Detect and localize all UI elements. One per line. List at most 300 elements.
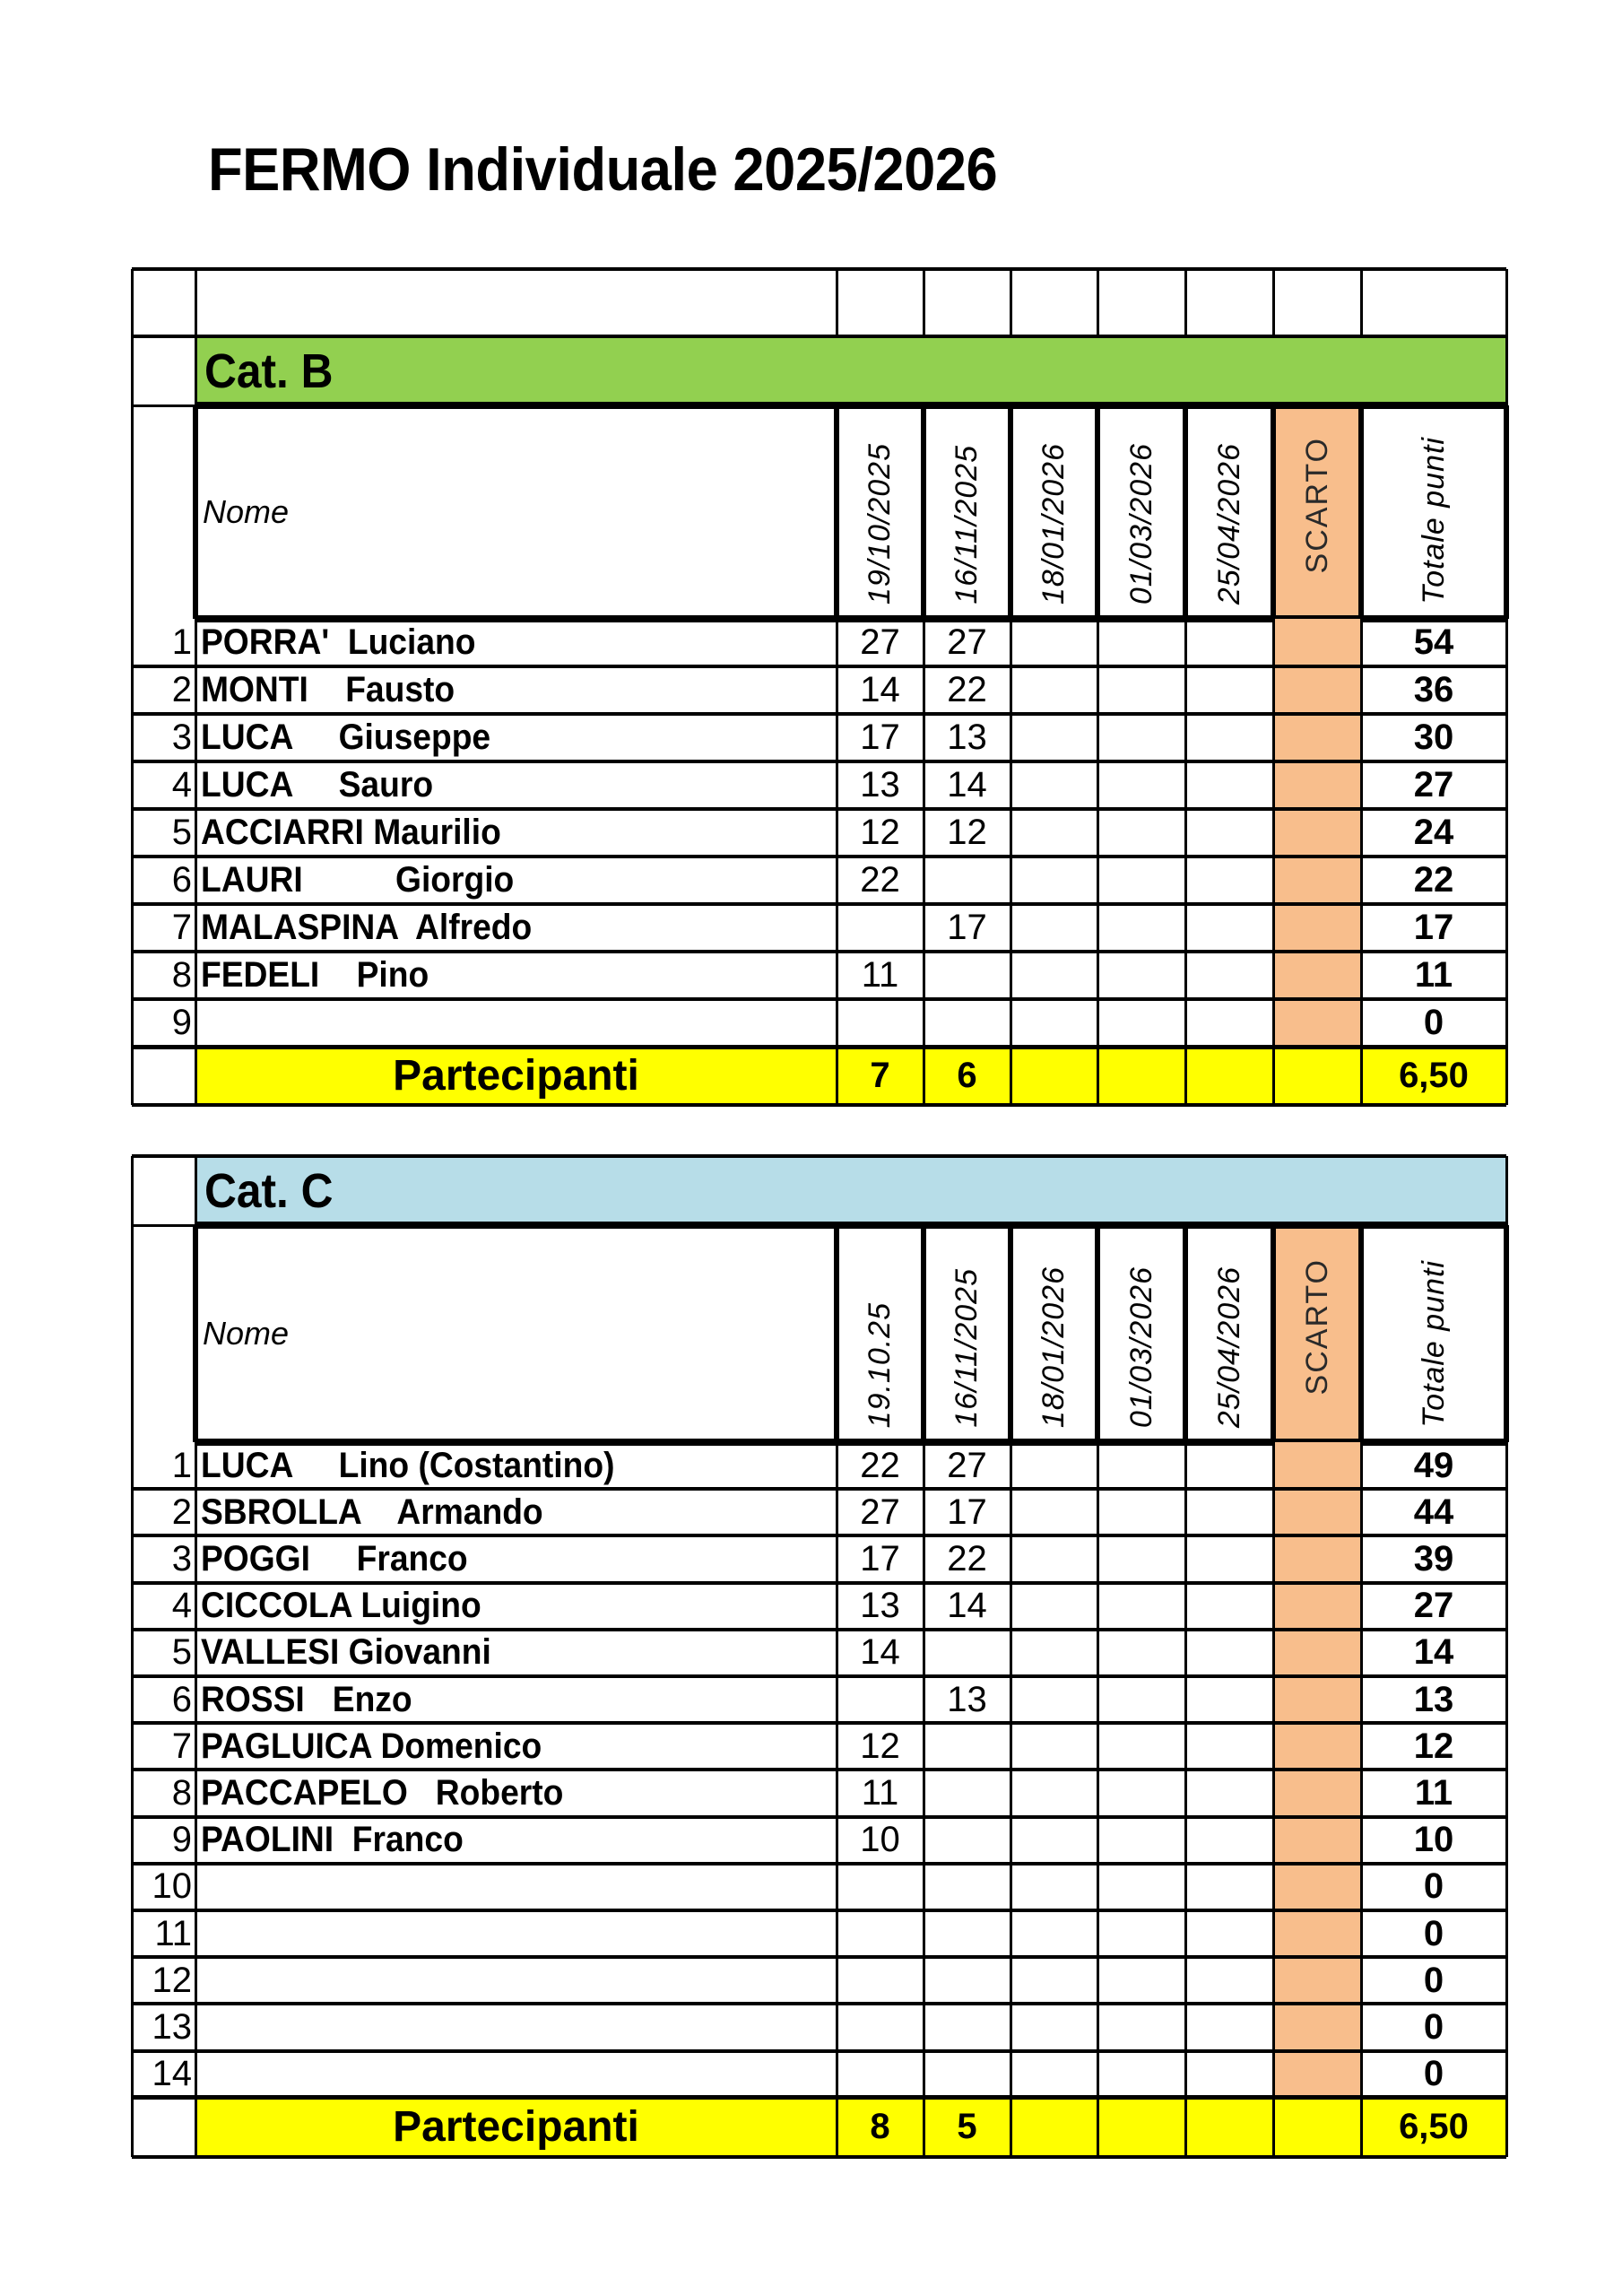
total-points [1361,1864,1506,1910]
row-position [132,1723,195,1770]
score-cell[interactable] [1185,1770,1273,1816]
score-cell[interactable] [837,2004,924,2050]
player-name[interactable] [195,619,837,666]
grid-line [1184,619,1187,1047]
score-cell-text: 14 [860,670,900,709]
total-points-text: 0 [1423,1913,1444,1953]
grid-line [131,1047,134,1105]
grid-line [132,1674,1506,1678]
score-cell[interactable] [1010,1910,1097,1957]
score-cell-text: 12 [860,1726,900,1766]
grid-line [1097,1047,1099,1105]
score-cell[interactable] [1185,1583,1273,1630]
score-cell[interactable] [1010,999,1097,1047]
score-cell[interactable] [1010,2004,1097,2050]
score-cell[interactable] [1097,666,1185,714]
score-cell[interactable] [924,999,1010,1047]
blank-cell[interactable] [195,269,837,336]
score-cell[interactable] [924,1630,1010,1676]
score-cell[interactable] [1010,666,1097,714]
score-cell[interactable] [1185,1535,1273,1582]
participants-scarto [1273,2098,1361,2157]
scarto-cell[interactable] [1273,1583,1361,1630]
scarto-cell[interactable] [1273,666,1361,714]
score-cell[interactable] [924,952,1010,999]
participants-label-text: Partecipanti [393,1052,639,1100]
grid-line [132,1045,1506,1049]
grid-line [195,1047,197,1105]
total-points-text: 0 [1423,1866,1444,1907]
score-cell[interactable] [1185,1864,1273,1910]
column-header-date-text: 19/10/2025 [863,442,897,604]
player-name-text: SBROLLA Armando [201,1492,543,1532]
grid-line [132,1154,1506,1158]
row-position-text: 3 [171,1538,192,1578]
score-cell[interactable] [1097,2004,1185,2050]
total-points-text: 10 [1413,1820,1454,1860]
score-cell[interactable] [924,1910,1010,1957]
player-name[interactable] [195,1489,837,1535]
score-cell-text: 12 [860,813,900,852]
score-cell[interactable] [1010,1957,1097,2004]
player-name[interactable] [195,2051,837,2098]
grid-line [921,1225,926,1442]
row-position [132,1535,195,1582]
column-header-nome-text: Nome [203,1315,290,1352]
score-cell[interactable] [1010,1676,1097,1723]
column-header-totale-text: Totale punti [1416,1260,1451,1428]
scarto-cell[interactable] [1273,1864,1361,1910]
player-name[interactable] [195,761,837,809]
total-points [1361,714,1506,761]
column-header-date [1185,1225,1273,1442]
score-cell[interactable] [924,857,1010,904]
score-cell-text: 11 [861,955,899,995]
row-position [132,904,195,952]
column-header-date [1097,405,1185,619]
score-cell-text: 22 [860,1445,900,1485]
score-cell[interactable] [1010,857,1097,904]
player-name[interactable] [195,999,837,1047]
scarto-cell[interactable] [1273,1676,1361,1723]
scarto-cell[interactable] [1273,714,1361,761]
scarto-cell[interactable] [1273,1723,1361,1770]
score-cell[interactable] [1097,952,1185,999]
score-cell[interactable] [1185,1630,1273,1676]
row-position [132,761,195,809]
score-cell[interactable] [1010,1723,1097,1770]
score-cell[interactable] [1185,904,1273,952]
score-cell[interactable] [1185,999,1273,1047]
grid-line [923,1442,925,2098]
grid-line [1184,269,1187,336]
score-cell[interactable] [837,1817,924,1864]
total-points [1361,1535,1506,1582]
column-header-scarto-text: SCARTO [1299,1257,1334,1396]
participants-count [837,1047,924,1105]
score-cell-text: 22 [860,860,900,900]
scarto-cell[interactable] [1273,619,1361,666]
score-cell[interactable] [1097,619,1185,666]
score-cell[interactable] [1185,1676,1273,1723]
participants-count [837,2098,924,2157]
player-name-text: CICCOLA Luigino [201,1586,481,1626]
participants-label [195,2098,837,2157]
player-name[interactable] [195,952,837,999]
player-name[interactable] [195,1583,837,1630]
row-position [132,2004,195,2050]
score-cell[interactable] [1097,1723,1185,1770]
score-cell[interactable] [1097,1770,1185,1816]
score-cell[interactable] [1185,761,1273,809]
score-cell[interactable] [837,2051,924,2098]
grid-line [132,1534,1506,1537]
score-cell[interactable] [924,1957,1010,2004]
row-position-text: 7 [171,908,192,947]
score-cell[interactable] [924,714,1010,761]
total-points [1361,1957,1506,2004]
score-cell[interactable] [924,1442,1010,1489]
score-cell[interactable] [1097,1442,1185,1489]
player-name[interactable] [195,1770,837,1816]
participants-total-text: 6,50 [1399,1056,1469,1095]
grid-line [1360,269,1363,336]
score-cell[interactable] [1185,666,1273,714]
score-cell[interactable] [1097,1817,1185,1864]
score-cell[interactable] [1185,1957,1273,2004]
score-cell[interactable] [837,809,924,857]
scarto-cell[interactable] [1273,904,1361,952]
grid-line [132,1909,1506,1912]
column-header-nome [195,1225,837,1442]
score-cell[interactable] [1185,809,1273,857]
score-cell[interactable] [1010,952,1097,999]
score-cell[interactable] [1010,1817,1097,1864]
score-cell[interactable] [1097,1910,1185,1957]
score-cell[interactable] [1185,1723,1273,1770]
row-position-text: 6 [171,860,192,900]
score-cell[interactable] [1010,1864,1097,1910]
grid-line [1505,619,1508,1047]
score-cell[interactable] [1097,1630,1185,1676]
score-cell[interactable] [837,714,924,761]
score-cell[interactable] [1097,714,1185,761]
total-points [1361,809,1506,857]
score-cell[interactable] [837,904,924,952]
score-cell[interactable] [837,999,924,1047]
scarto-cell[interactable] [1273,999,1361,1047]
row-position-text: 9 [171,1003,192,1042]
grid-line [1360,1442,1363,2098]
score-cell[interactable] [1185,2051,1273,2098]
score-cell-text: 27 [947,622,987,662]
column-header-date [837,405,924,619]
player-name[interactable] [195,904,837,952]
grid-line [923,269,925,336]
grid-line [1184,1047,1187,1105]
blank-cell[interactable] [924,269,1010,336]
row-position [132,714,195,761]
score-cell[interactable] [1010,1535,1097,1582]
score-cell[interactable] [837,1489,924,1535]
grid-line [132,807,1506,811]
player-name-text: FEDELI Pino [201,955,429,995]
column-header-date [1097,1225,1185,1442]
score-cell[interactable] [924,1864,1010,1910]
participants-count [1010,2098,1097,2157]
player-name-text: LAURI Giorgio [201,860,515,900]
score-cell[interactable] [1097,857,1185,904]
score-cell[interactable] [1185,857,1273,904]
column-header-nome [195,405,837,619]
score-cell[interactable] [837,1583,924,1630]
score-cell[interactable] [924,1770,1010,1816]
score-cell[interactable] [924,2004,1010,2050]
participants-count [1185,1047,1273,1105]
score-cell-text: 22 [947,1538,987,1578]
score-cell[interactable] [1185,1910,1273,1957]
grid-line [132,950,1506,953]
score-cell[interactable] [1185,714,1273,761]
score-cell[interactable] [1010,619,1097,666]
index-cell-empty [132,1225,195,1442]
score-cell[interactable] [924,1489,1010,1535]
score-cell[interactable] [924,619,1010,666]
grid-line [836,1442,838,2098]
row-position-text: 8 [171,1772,192,1813]
row-position [132,1817,195,1864]
grid-line [1272,269,1275,336]
score-cell[interactable] [1097,1864,1185,1910]
player-name-text: LUCA Giuseppe [201,718,491,757]
total-points-text: 22 [1413,860,1454,900]
player-name[interactable] [195,1630,837,1676]
score-cell[interactable] [1185,952,1273,999]
player-name[interactable] [195,1535,837,1582]
grid-line [836,1047,838,1105]
row-position [132,952,195,999]
row-position-text: 14 [152,2054,192,2094]
score-cell[interactable] [1010,761,1097,809]
grid-line [836,269,838,336]
score-cell[interactable] [1185,619,1273,666]
score-cell[interactable] [1010,1489,1097,1535]
column-header-date [1010,1225,1097,1442]
score-cell[interactable] [924,2051,1010,2098]
blank-cell[interactable] [837,269,924,336]
player-name[interactable] [195,809,837,857]
score-cell[interactable] [1185,2004,1273,2050]
participants-label-text: Partecipanti [393,2103,639,2152]
score-cell[interactable] [924,1817,1010,1864]
blank-cell[interactable] [1361,269,1506,336]
row-position-text: 7 [171,1726,192,1766]
participants-count-text: 8 [870,2107,890,2147]
scarto-cell[interactable] [1273,1630,1361,1676]
player-name[interactable] [195,666,837,714]
row-position-text: 1 [171,1445,192,1485]
total-points-text: 0 [1423,2006,1444,2047]
total-points [1361,1723,1506,1770]
row-position-text: 13 [152,2006,192,2047]
blank-cell[interactable] [132,269,195,336]
column-header-date-text: 01/03/2026 [1123,442,1158,604]
score-cell[interactable] [1010,1442,1097,1489]
participants-count-text: 5 [957,2107,977,2147]
grid-line [1097,1442,1099,2098]
grid-line [1095,1225,1100,1442]
score-cell[interactable] [924,1723,1010,1770]
row-position-text: 10 [152,1866,192,1907]
score-cell[interactable] [837,1630,924,1676]
score-cell[interactable] [1097,761,1185,809]
grid-line [132,2155,1506,2159]
grid-line [131,1156,134,1225]
score-cell[interactable] [1185,1817,1273,1864]
score-cell[interactable] [837,1442,924,1489]
player-name-text: VALLESI Giovanni [201,1632,491,1673]
scarto-cell[interactable] [1273,761,1361,809]
scarto-cell[interactable] [1273,1535,1361,1582]
score-cell[interactable] [924,1535,1010,1582]
column-header-date [837,1225,924,1442]
score-cell[interactable] [837,1676,924,1723]
participants-total-text: 6,50 [1399,2107,1469,2147]
player-name[interactable] [195,1817,837,1864]
score-cell[interactable] [1010,1630,1097,1676]
total-points-text: 49 [1413,1445,1454,1485]
score-cell[interactable] [1097,1583,1185,1630]
score-cell[interactable] [837,952,924,999]
player-name-text: PAOLINI Franco [201,1820,464,1860]
player-name[interactable] [195,1442,837,1489]
score-cell[interactable] [924,761,1010,809]
column-header-date [1010,405,1097,619]
score-cell[interactable] [837,1864,924,1910]
grid-line [132,902,1506,906]
player-name-text: ROSSI Enzo [201,1679,412,1719]
scarto-cell[interactable] [1273,1770,1361,1816]
grid-line [1360,2098,1363,2157]
score-cell[interactable] [924,1676,1010,1723]
scarto-cell[interactable] [1273,1489,1361,1535]
score-cell[interactable] [1185,1442,1273,1489]
grid-line [131,1442,134,2098]
scarto-cell[interactable] [1273,1957,1361,2004]
blank-cell[interactable] [1097,269,1185,336]
player-name[interactable] [195,857,837,904]
score-cell[interactable] [1097,2051,1185,2098]
score-cell[interactable] [1010,1770,1097,1816]
scarto-cell[interactable] [1273,809,1361,857]
row-position [132,999,195,1047]
column-header-date-text: 19.10.25 [863,1301,897,1428]
player-name-text: LUCA Lino (Costantino) [201,1445,615,1485]
player-name[interactable] [195,1676,837,1723]
score-cell[interactable] [1010,714,1097,761]
score-cell[interactable] [924,1583,1010,1630]
blank-cell[interactable] [1010,269,1097,336]
scarto-cell[interactable] [1273,1817,1361,1864]
column-header-totale [1361,1225,1506,1442]
score-cell[interactable] [837,857,924,904]
column-header-nome-text: Nome [203,493,290,530]
score-cell[interactable] [924,666,1010,714]
row-position-text: 1 [171,622,192,662]
grid-line [1097,269,1099,336]
player-name[interactable] [195,2004,837,2050]
grid-line [1271,1225,1276,1442]
player-name[interactable] [195,1910,837,1957]
score-cell[interactable] [837,1770,924,1816]
grid-line [195,402,1506,409]
score-cell[interactable] [1097,809,1185,857]
grid-line [195,1222,1506,1229]
player-name-text: ACCIARRI Maurilio [201,813,501,852]
player-name[interactable] [195,1957,837,2004]
score-cell[interactable] [1010,1583,1097,1630]
score-cell[interactable] [1097,999,1185,1047]
participants-count [924,2098,1010,2157]
score-cell[interactable] [837,1535,924,1582]
scarto-cell[interactable] [1273,952,1361,999]
grid-line [195,336,197,405]
player-name[interactable] [195,714,837,761]
score-cell[interactable] [1010,904,1097,952]
score-cell[interactable] [1010,2051,1097,2098]
scarto-cell[interactable] [1273,1442,1361,1489]
index-cell-empty [132,1156,195,1225]
score-cell[interactable] [1097,904,1185,952]
grid-line [132,665,1506,668]
score-cell[interactable] [837,1723,924,1770]
grid-line [1272,619,1275,1047]
total-points-text: 11 [1414,955,1453,995]
total-points [1361,1910,1506,1957]
score-cell[interactable] [837,1957,924,2004]
score-cell[interactable] [837,761,924,809]
participants-count [1010,1047,1097,1105]
scarto-cell[interactable] [1273,2051,1361,2098]
blank-cell[interactable] [1273,269,1361,336]
scarto-cell[interactable] [1273,2004,1361,2050]
total-points-text: 27 [1413,765,1454,804]
score-cell[interactable] [1097,1535,1185,1582]
participants-count [924,1047,1010,1105]
score-cell[interactable] [924,809,1010,857]
score-cell[interactable] [837,1910,924,1957]
player-name[interactable] [195,1723,837,1770]
score-cell[interactable] [1185,1489,1273,1535]
participants-count [1185,2098,1273,2157]
score-cell[interactable] [1097,1957,1185,2004]
scarto-cell[interactable] [1273,1910,1361,1957]
blank-cell[interactable] [1185,269,1273,336]
score-cell[interactable] [837,666,924,714]
grid-line [1008,405,1013,619]
grid-line [195,619,197,1047]
score-cell[interactable] [1097,1676,1185,1723]
score-cell[interactable] [837,619,924,666]
total-points-text: 12 [1413,1726,1454,1766]
score-cell[interactable] [924,904,1010,952]
player-name[interactable] [195,1864,837,1910]
score-cell[interactable] [1097,1489,1185,1535]
score-cell[interactable] [1010,809,1097,857]
grid-line [131,269,134,336]
scarto-cell[interactable] [1273,857,1361,904]
score-cell-text: 17 [860,718,900,757]
